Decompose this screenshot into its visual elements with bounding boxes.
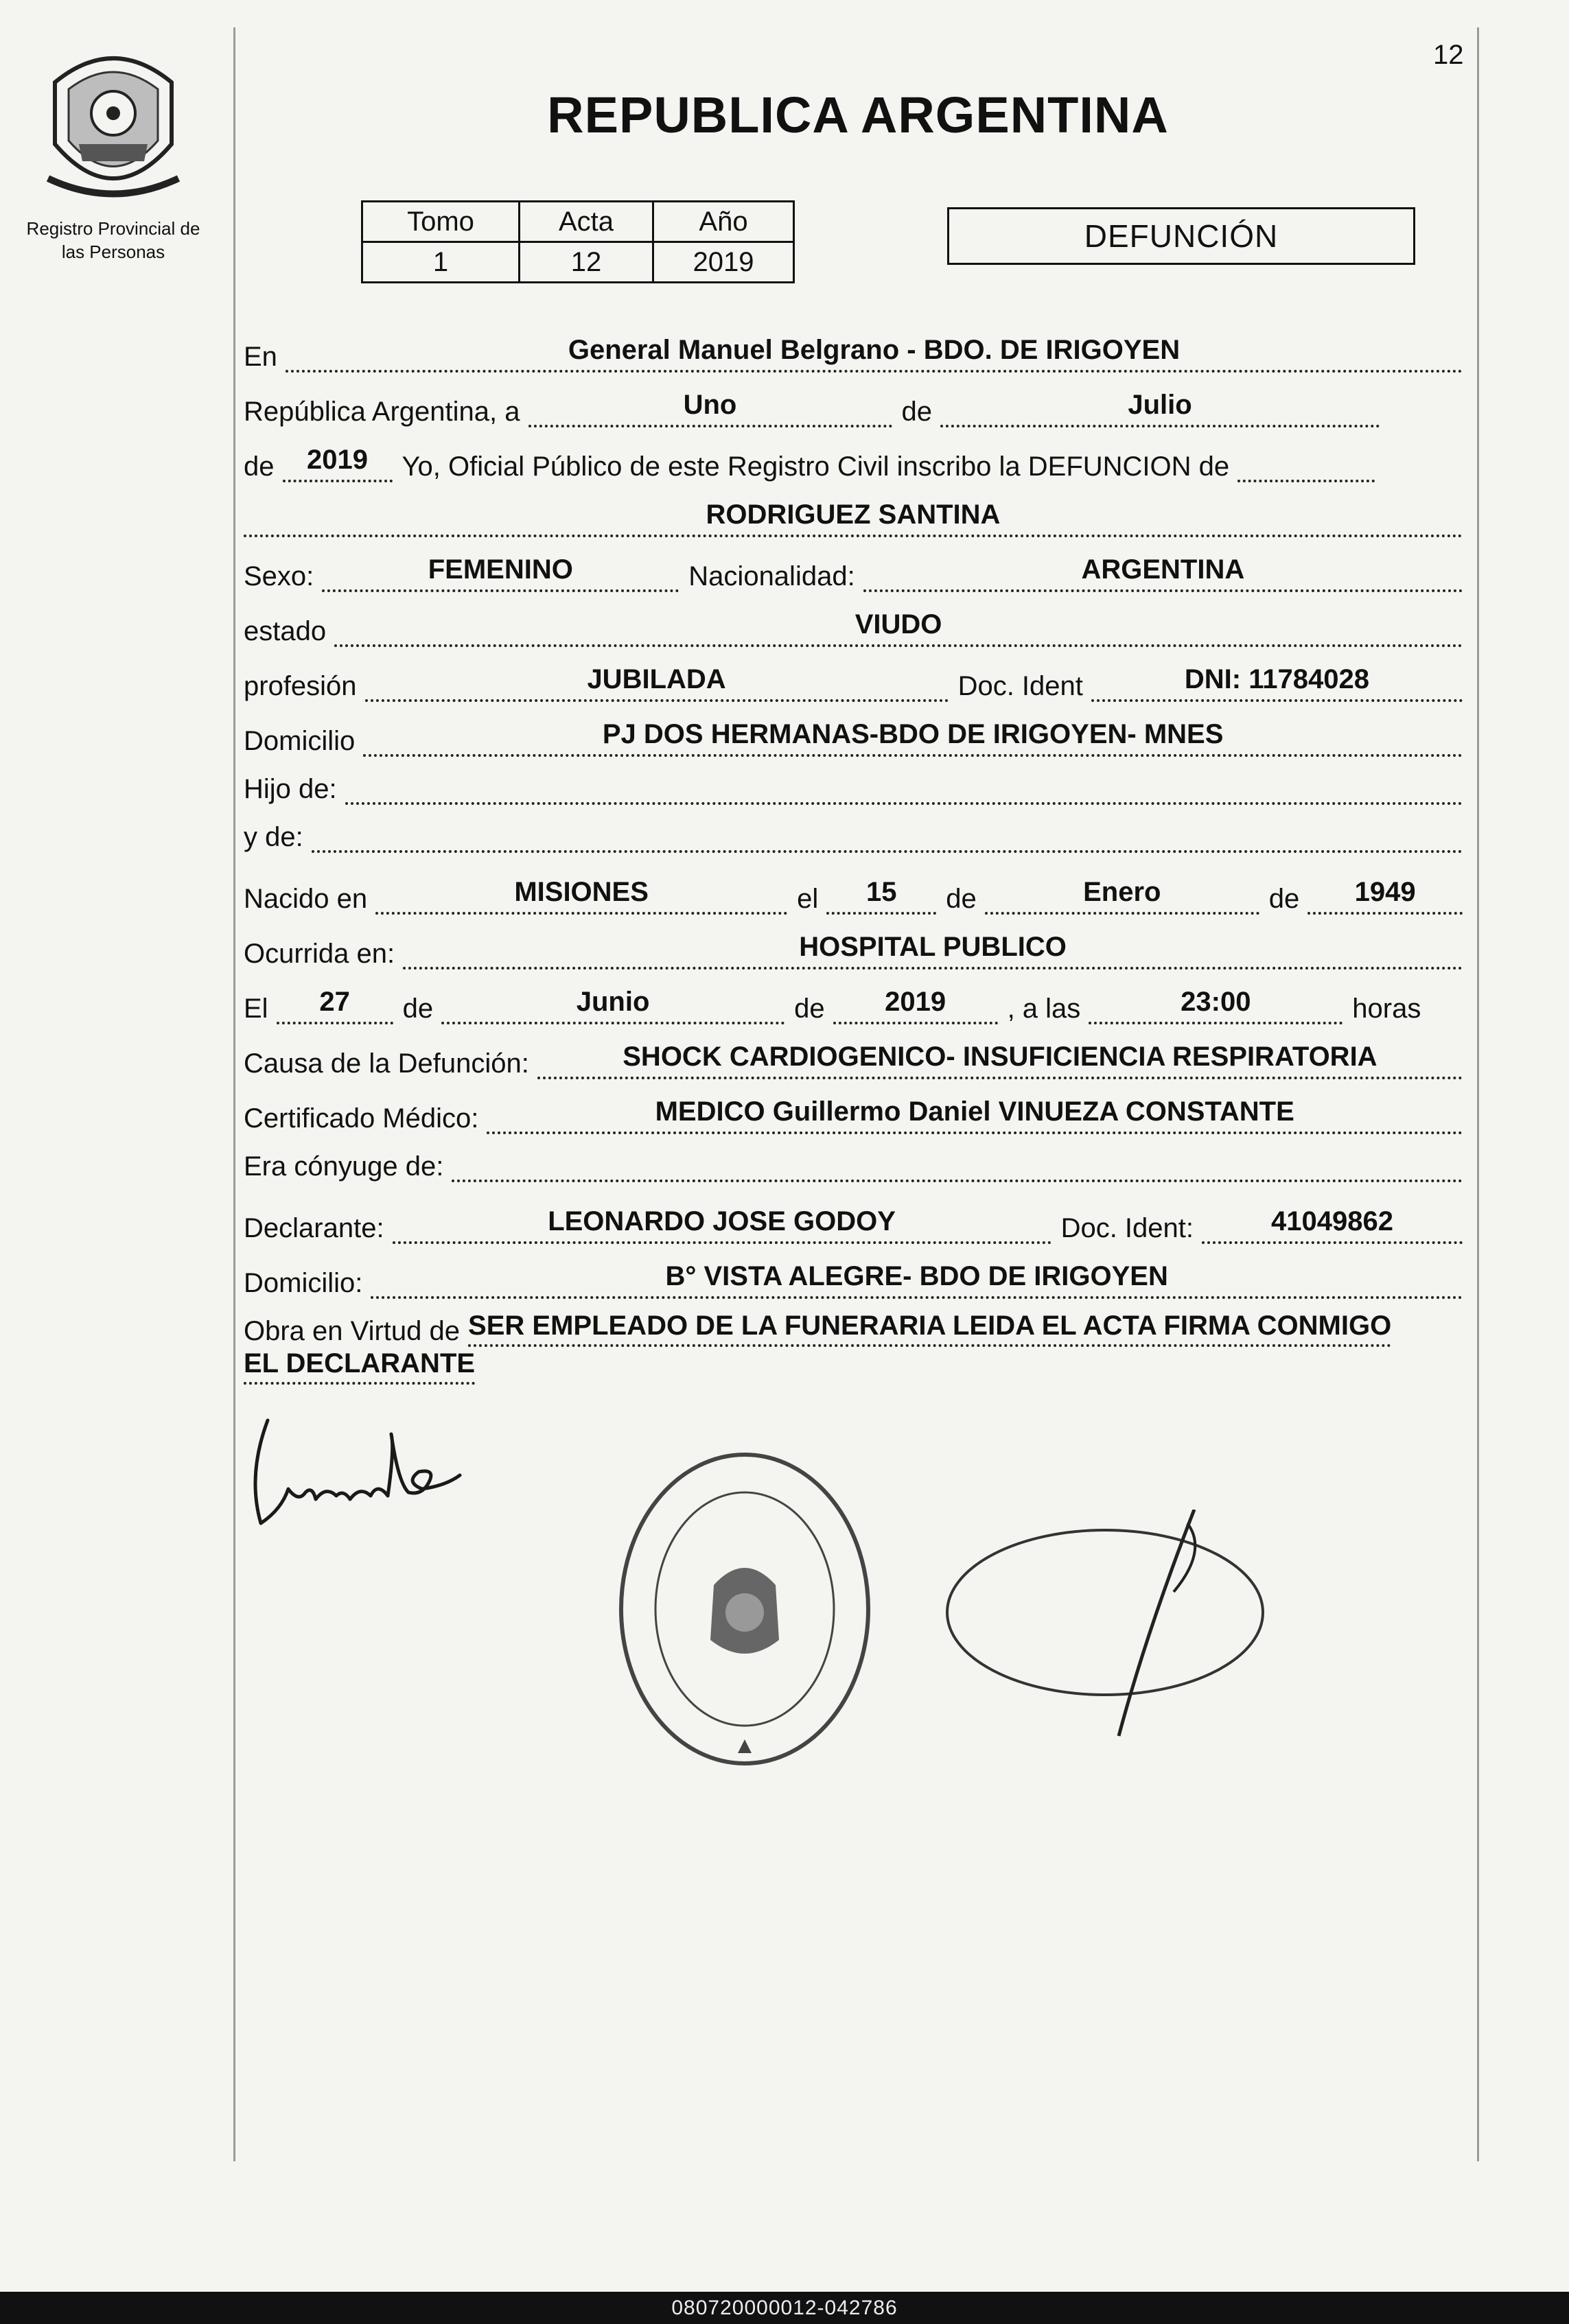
field-causa: SHOCK CARDIOGENICO- INSUFICIENCIA RESPIRATORIA <box>537 1042 1463 1079</box>
right-margin-rule <box>1477 27 1479 2161</box>
issuer-line-2: las Personas <box>61 242 165 262</box>
label-profesion: profesión <box>244 671 357 701</box>
label-doc-ident: Doc. Ident <box>957 671 1083 701</box>
field-declarante-domicilio: B° VISTA ALEGRE- BDO DE IRIGOYEN <box>371 1261 1463 1299</box>
field-obra-line2: EL DECLARANTE <box>244 1348 475 1385</box>
label-de-6: de <box>794 994 825 1024</box>
field-lugar: General Manuel Belgrano - BDO. DE IRIGOYEN <box>286 335 1463 373</box>
field-nac-dia: 15 <box>826 877 936 915</box>
row-ocurrida-en <box>244 932 1472 970</box>
field-def-mes: Junio <box>441 987 784 1024</box>
field-anio-inscripcion: 2019 <box>283 445 393 482</box>
label-sexo: Sexo: <box>244 561 314 591</box>
label-de-2: de <box>244 451 275 482</box>
label-hijo-de: Hijo de: <box>244 774 337 804</box>
record-number-table <box>361 200 795 283</box>
acta-header: Acta <box>520 202 653 242</box>
row-fecha-defuncion <box>244 987 1472 1024</box>
field-nac-mes: Enero <box>985 877 1259 915</box>
row-y-de <box>244 822 1472 853</box>
document-footer-code: 080720000012-042786 <box>0 2292 1569 2324</box>
field-doc-ident: DNI: 11784028 <box>1091 664 1463 702</box>
field-hijo-de <box>345 798 1463 805</box>
row-nombre <box>244 500 1472 537</box>
label-de-5: de <box>402 994 434 1024</box>
field-dia-inscripcion: Uno <box>528 390 892 427</box>
delegation-round-stamp <box>611 1448 879 1770</box>
row-lugar <box>244 335 1472 373</box>
tomo-header: Tomo <box>362 202 520 242</box>
record-table-header-row <box>362 202 794 242</box>
label-domicilio: Domicilio <box>244 726 356 756</box>
field-mes-inscripcion: Julio <box>940 390 1380 427</box>
field-nacido-en: MISIONES <box>375 877 787 915</box>
field-domicilio: PJ DOS HERMANAS-BDO DE IRIGOYEN- MNES <box>363 719 1463 757</box>
label-domicilio-2: Domicilio: <box>244 1268 363 1298</box>
page-number: 12 <box>1433 40 1464 70</box>
row-certificado <box>244 1096 1472 1134</box>
label-causa: Causa de la Defunción: <box>244 1048 529 1079</box>
field-declarante: LEONARDO JOSE GODOY <box>393 1206 1051 1244</box>
label-certificado: Certificado Médico: <box>244 1103 479 1134</box>
field-obra-line1: SER EMPLEADO DE LA FUNERARIA LEIDA EL ACTA FIRMA CONMIGO <box>468 1311 1391 1347</box>
registrar-stamp <box>920 1510 1290 1743</box>
label-ocurrida-en: Ocurrida en: <box>244 939 395 969</box>
provincial-seal-icon <box>41 41 185 206</box>
field-nombre: RODRIGUEZ SANTINA <box>244 500 1463 537</box>
row-hijo-de <box>244 774 1472 805</box>
label-horas: horas <box>1352 994 1421 1024</box>
field-nac-anio: 1949 <box>1308 877 1463 915</box>
label-de: de <box>901 397 932 427</box>
field-inscribo-blank <box>1237 476 1375 482</box>
label-nacido-en: Nacido en <box>244 884 368 914</box>
acta-value: 12 <box>520 242 653 283</box>
label-conyuge: Era cónyuge de: <box>244 1151 444 1182</box>
record-table-value-row <box>362 242 794 283</box>
field-sexo: FEMENINO <box>322 554 679 592</box>
field-declarante-doc: 41049862 <box>1202 1206 1463 1244</box>
field-def-hora: 23:00 <box>1089 987 1343 1024</box>
label-el: el <box>797 884 819 914</box>
row-estado <box>244 609 1472 647</box>
row-causa <box>244 1042 1472 1079</box>
issuer-line-1: Registro Provincial de <box>26 218 200 239</box>
field-estado: VIUDO <box>334 609 1463 647</box>
label-doc-ident-2: Doc. Ident: <box>1060 1213 1194 1243</box>
field-y-de <box>312 846 1463 853</box>
field-ocurrida-en: HOSPITAL PUBLICO <box>403 932 1463 970</box>
label-inscribo: Yo, Oficial Público de este Registro Civil inscribo la DEFUNCION de <box>402 451 1230 482</box>
row-declarante <box>244 1206 1472 1244</box>
row-nacimiento <box>244 877 1472 915</box>
anio-header: Año <box>653 202 794 242</box>
label-de-4: de <box>1268 884 1300 914</box>
field-nacionalidad: ARGENTINA <box>863 554 1463 592</box>
field-def-anio: 2019 <box>833 987 998 1024</box>
field-profesion: JUBILADA <box>365 664 949 702</box>
row-fecha-inscripcion <box>244 390 1472 427</box>
label-declarante: Declarante: <box>244 1213 384 1243</box>
record-type-box: DEFUNCIÓN <box>947 207 1415 265</box>
field-def-dia: 27 <box>277 987 393 1024</box>
row-obra-cont <box>244 1348 1472 1385</box>
label-a-las: , a las <box>1007 994 1081 1024</box>
label-estado: estado <box>244 616 327 646</box>
row-domicilio <box>244 719 1472 757</box>
label-en: En <box>244 342 277 372</box>
anio-value: 2019 <box>653 242 794 283</box>
declarant-signature <box>240 1407 474 1544</box>
row-inscribo <box>244 445 1472 482</box>
page-title: REPUBLICA ARGENTINA <box>547 86 1169 143</box>
left-margin-rule <box>233 27 235 2161</box>
field-certificado: MEDICO Guillermo Daniel VINUEZA CONSTANTE <box>487 1096 1463 1134</box>
row-profesion <box>244 664 1472 702</box>
issuer-caption <box>7 217 220 263</box>
label-obra: Obra en Virtud de <box>244 1316 461 1346</box>
label-republica-a: República Argentina, a <box>244 397 520 427</box>
row-domicilio-declarante <box>244 1261 1472 1299</box>
row-sexo-nacionalidad <box>244 554 1472 592</box>
label-y-de: y de: <box>244 822 303 852</box>
tomo-value: 1 <box>362 242 520 283</box>
row-obra <box>244 1311 1472 1347</box>
label-el-cap: El <box>244 994 268 1024</box>
row-conyuge <box>244 1151 1472 1182</box>
label-de-3: de <box>946 884 977 914</box>
field-conyuge <box>452 1175 1463 1182</box>
label-nacionalidad: Nacionalidad: <box>688 561 855 591</box>
